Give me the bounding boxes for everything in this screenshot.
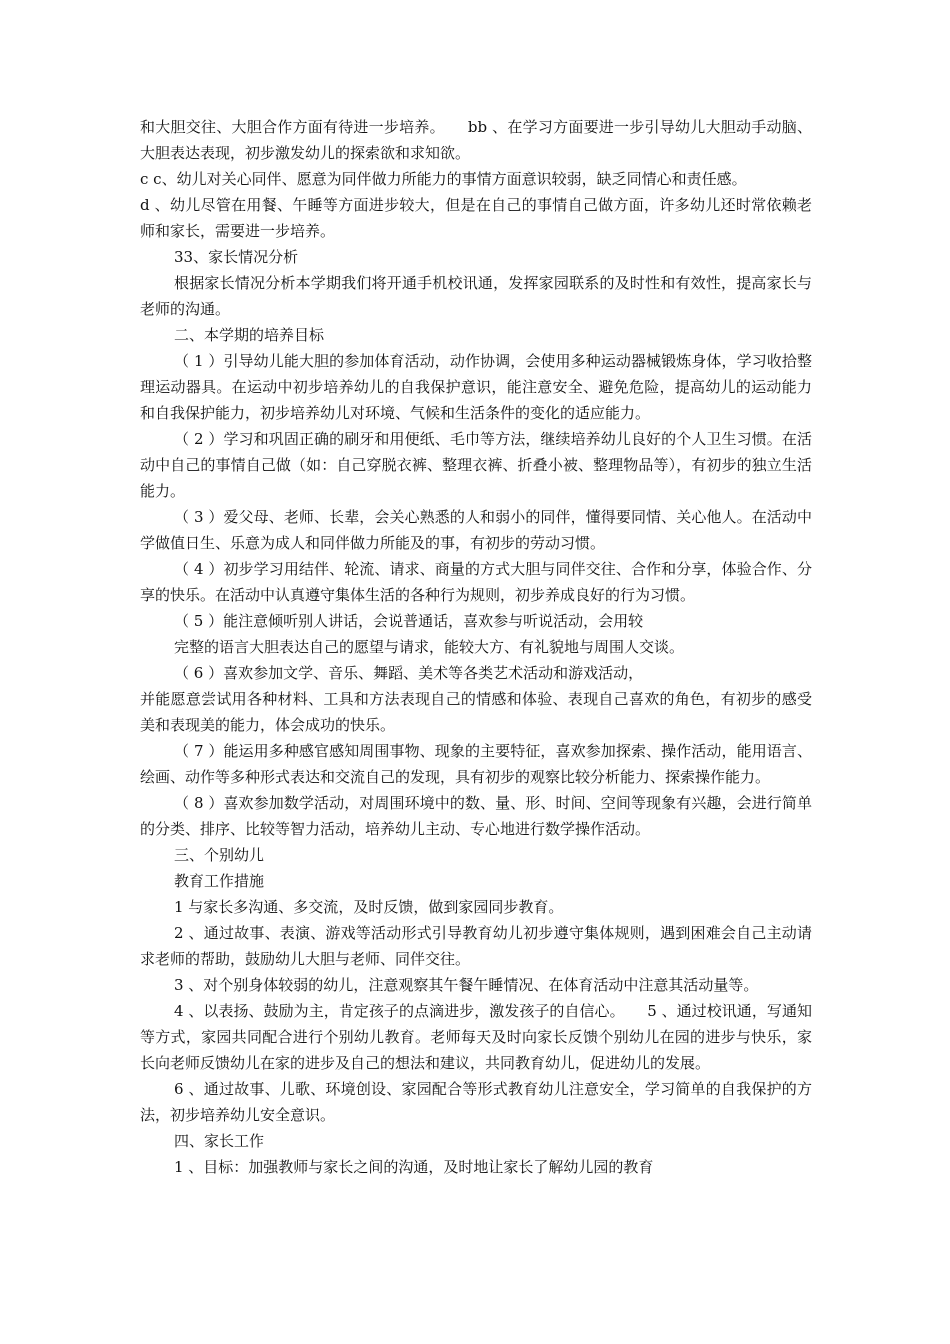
paragraph: （ 6 ）喜欢参加文学、音乐、舞蹈、美术等各类艺术活动和游戏活动， bbox=[174, 664, 644, 682]
paragraph: 1 与家长多沟通、多交流，及时反馈，做到家园同步教育。 bbox=[174, 898, 564, 916]
section-heading: 二、本学期的培养目标 bbox=[174, 326, 325, 344]
paragraph: 4 、以表扬、鼓励为主，肯定孩子的点滴进步，激发孩子的自信心。 5 、通过校讯通，写通知等方式，家园共同配合进行个别幼儿教育。老师每天及时向家长反馈个别幼儿在园的进步与快乐，家长向老师反馈幼儿在家的进步及自己的想法和建议，共同教育幼儿，促进幼儿的发展。 bbox=[140, 1002, 812, 1072]
paragraph: （ 2 ）学习和巩固正确的刷牙和用便纸、毛巾等方法，继续培养幼儿良好的个人卫生习惯。在活动中自己的事情自己做（如：自己穿脱衣裤、整理衣裤、折叠小被、整理物品等），有初步的独立生活能力。 bbox=[140, 430, 812, 500]
paragraph: 3 、对个别身体较弱的幼儿，注意观察其午餐午睡情况、在体育活动中注意其活动量等。 bbox=[174, 976, 759, 994]
paragraph: 6 、通过故事、儿歌、环境创设、家园配合等形式教育幼儿注意安全，学习简单的自我保护的方法，初步培养幼儿安全意识。 bbox=[140, 1080, 812, 1124]
paragraph: 1 、目标：加强教师与家长之间的沟通，及时地让家长了解幼儿园的教育 bbox=[174, 1158, 654, 1176]
paragraph: （ 4 ）初步学习用结伴、轮流、请求、商量的方式大胆与同伴交往、合作和分享，体验合作、分享的快乐。在活动中认真遵守集体生活的各种行为规则，初步养成良好的行为习惯。 bbox=[140, 560, 812, 604]
section-heading: 四、家长工作 bbox=[174, 1132, 265, 1150]
paragraph: 完整的语言大胆表达自己的愿望与请求，能较大方、有礼貌地与周围人交谈。 bbox=[174, 638, 685, 656]
paragraph: （ 7 ）能运用多种感官感知周围事物、现象的主要特征，喜欢参加探索、操作活动，能用语言、绘画、动作等多种形式表达和交流自己的发现，具有初步的观察比较分析能力、探索操作能力。 bbox=[140, 742, 812, 786]
paragraph: 根据家长情况分析本学期我们将开通手机校讯通，发挥家园联系的及时性和有效性，提高家长与老师的沟通。 bbox=[140, 274, 812, 318]
section-heading: 33、家长情况分析 bbox=[174, 248, 299, 266]
paragraph: c c、幼儿对关心同伴、愿意为同伴做力所能力的事情方面意识较弱，缺乏同情心和责任感。 bbox=[140, 170, 747, 188]
paragraph: （ 5 ）能注意倾听别人讲话，会说普通话，喜欢参与听说活动，会用较 bbox=[174, 612, 644, 630]
paragraph: d 、幼儿尽管在用餐、午睡等方面进步较大，但是在自己的事情自己做方面，许多幼儿还时常依赖老师和家长，需要进一步培养。 bbox=[140, 196, 812, 240]
paragraph: 和大胆交往、大胆合作方面有待进一步培养。 bb 、在学习方面要进一步引导幼儿大胆动手动脑、大胆表达表现，初步激发幼儿的探索欲和求知欲。 bbox=[140, 118, 812, 162]
section-heading: 教育工作措施 bbox=[174, 872, 265, 890]
paragraph: （ 1 ）引导幼儿能大胆的参加体育活动，动作协调，会使用多种运动器械锻炼身体，学习收拾整理运动器具。在运动中初步培养幼儿的自我保护意识，能注意安全、避免危险，提高幼儿的运动能力和自我保护能力，初步培养幼儿对环境、气候和生活条件的变化的适应能力。 bbox=[140, 352, 812, 422]
paragraph: 2 、通过故事、表演、游戏等活动形式引导教育幼儿初步遵守集体规则，遇到困难会自己主动请求老师的帮助，鼓励幼儿大胆与老师、同伴交往。 bbox=[140, 924, 812, 968]
section-heading: 三、个别幼儿 bbox=[174, 846, 265, 864]
paragraph: （ 8 ）喜欢参加数学活动，对周围环境中的数、量、形、时间、空间等现象有兴趣，会进行简单的分类、排序、比较等智力活动，培养幼儿主动、专心地进行数学操作活动。 bbox=[140, 794, 812, 838]
paragraph: 并能愿意尝试用各种材料、工具和方法表现自己的情感和体验、表现自己喜欢的角色，有初步的感受美和表现美的能力，体会成功的快乐。 bbox=[140, 690, 812, 734]
document-page bbox=[140, 114, 812, 1180]
paragraph: （ 3 ）爱父母、老师、长辈，会关心熟悉的人和弱小的同伴，懂得要同情、关心他人。在活动中学做值日生、乐意为成人和同伴做力所能及的事，有初步的劳动习惯。 bbox=[140, 508, 812, 552]
